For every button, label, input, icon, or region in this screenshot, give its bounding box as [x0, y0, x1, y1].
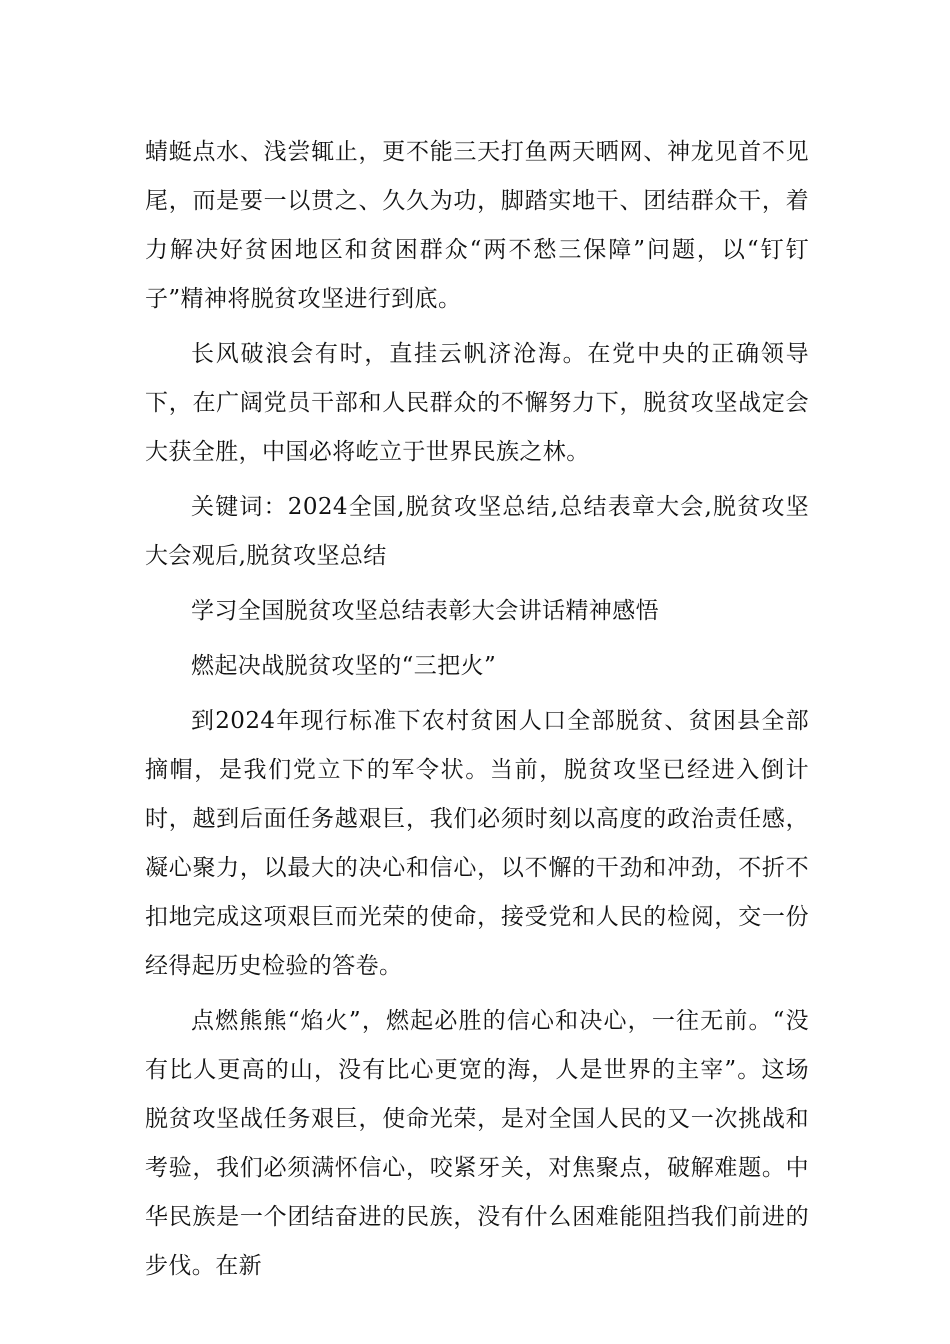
- document-body: [145, 128, 809, 1291]
- paragraph-first-fire: 点燃熊熊“焰火”，燃起必胜的信心和决心，一往无前。“没有比人更高的山，没有比心更宽的海，人是世界的主宰”。这场脱贫攻坚战任务艰巨，使命光荣，是对全国人民的又一次挑战和考验，我们必须满怀信心，咬紧牙关，对焦聚点，破解难题。中华民族是一个团结奋进的民族，没有什么困难能阻挡我们前进的步伐。在新: [145, 1008, 809, 1279]
- paragraph-continued: 蜻蜓点水、浅尝辄止，更不能三天打鱼两天晒网、神龙见首不见尾，而是要一以贯之、久久为功，脚踏实地干、团结群众干，着力解决好贫困地区和贫困群众“两不愁三保障”问题，以“钉钉子”精神将脱贫攻坚进行到底。: [145, 139, 809, 312]
- section-title: 学习全国脱贫攻坚总结表彰大会讲话精神感悟: [191, 598, 659, 624]
- paragraph-conclusion: 长风破浪会有时，直挂云帆济沧海。在党中央的正确领导下，在广阔党员干部和人民群众的不懈努力下，脱贫攻坚战定会大获全胜，中国必将屹立于世界民族之林。: [145, 341, 809, 465]
- section-subtitle: 燃起决战脱贫攻坚的“三把火”: [191, 653, 497, 679]
- keywords-line: 关键词：2024全国,脱贫攻坚总结,总结表章大会,脱贫攻坚大会观后,脱贫攻坚总结: [145, 494, 809, 569]
- paragraph-intro: 到2024年现行标准下农村贫困人口全部脱贫、贫困县全部摘帽，是我们党立下的军令状。当前，脱贫攻坚已经进入倒计时，越到后面任务越艰巨，我们必须时刻以高度的政治责任感，凝心聚力，以最大的决心和信心，以不懈的干劲和冲劲，不折不扣地完成这项艰巨而光荣的使命，接受党和人民的检阅，交一份经得起历史检验的答卷。: [145, 708, 809, 979]
